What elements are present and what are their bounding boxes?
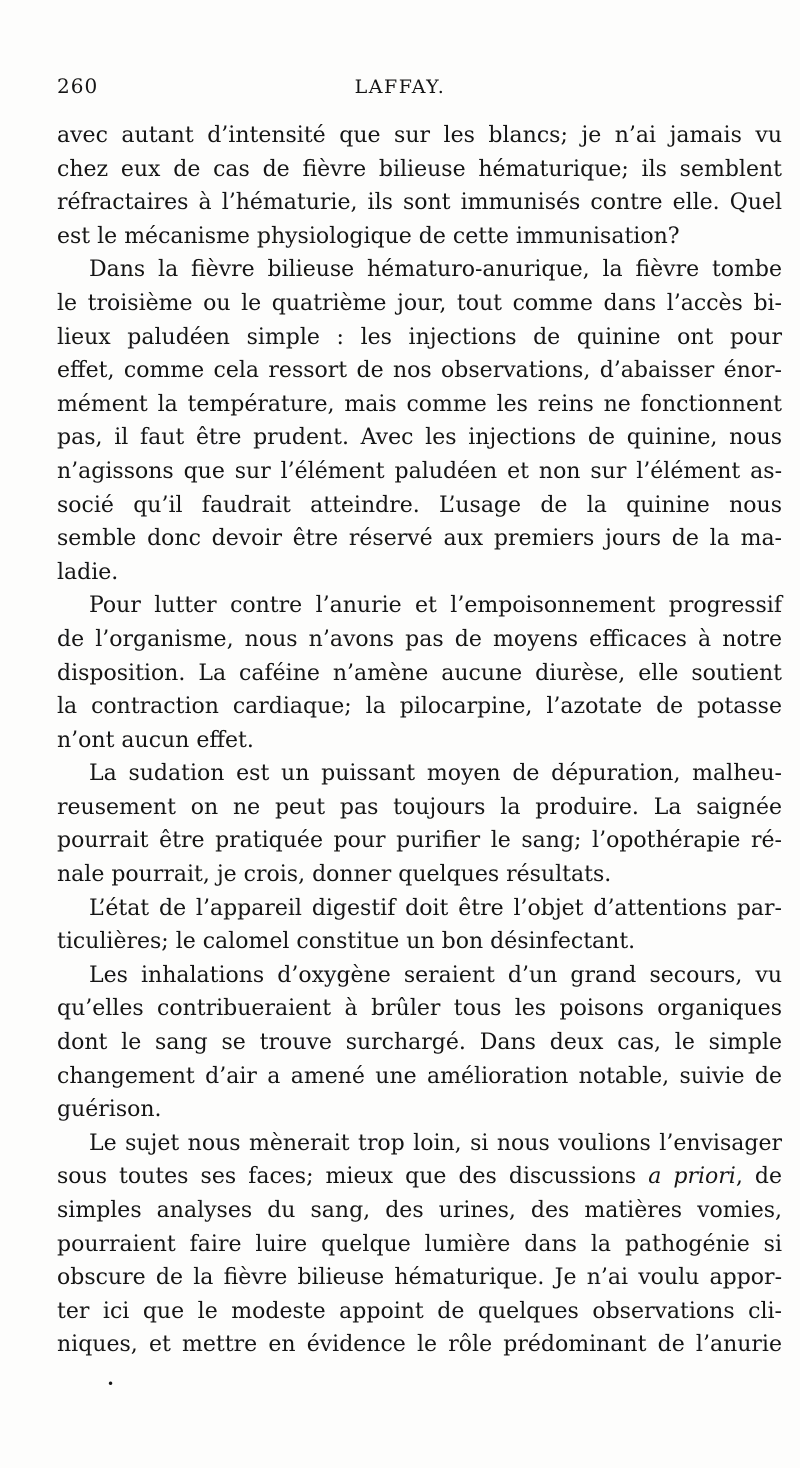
text-line: socié qu’il faudrait atteindre. L’usage de la quinine nous bbox=[57, 492, 782, 518]
text-line: Les inhalations d’oxygène seraient d’un grand secours, vu bbox=[89, 962, 782, 988]
text-line: de l’organisme, nous n’avons pas de moyens efficaces à notre bbox=[57, 626, 782, 652]
text-line: mément la température, mais comme les reins ne fonctionnent bbox=[57, 391, 782, 417]
text-line: reusement on ne peut pas toujours la produire. La saignée bbox=[57, 794, 782, 820]
italic-phrase: a priori bbox=[648, 1164, 736, 1190]
text-line: pourrait être pratiquée pour purifier le sang; l’opothérapie ré- bbox=[57, 828, 782, 854]
running-head: LAFFAY. bbox=[354, 76, 446, 98]
text-line: nale pourrait, je crois, donner quelques résultats. bbox=[57, 862, 612, 888]
text-line: L’état de l’appareil digestif doit être l’objet d’attentions par- bbox=[89, 895, 782, 921]
text-line: Pour lutter contre l’anurie et l’empoisonnement progressif bbox=[89, 593, 782, 619]
text-line: semble donc devoir être réservé aux premiers jours de la ma- bbox=[57, 526, 782, 552]
text-line: pas, il faut être prudent. Avec les injections de quinine, nous bbox=[57, 425, 782, 451]
text-line: Dans la fièvre bilieuse hématuro-anurique, la fièvre tombe bbox=[89, 257, 782, 283]
line-text-tail: , de bbox=[735, 1164, 783, 1190]
text-line: Le sujet nous mènerait trop loin, si nous voulions l’envisager bbox=[89, 1130, 782, 1156]
text-line: la contraction cardiaque; la pilocarpine, l’azotate de potasse bbox=[57, 694, 782, 720]
text-line: chez eux de cas de fièvre bilieuse hématurique; ils semblent bbox=[57, 156, 782, 182]
text-line: guérison. bbox=[57, 1097, 162, 1123]
text-line: ter ici que le modeste appoint de quelques observations cli- bbox=[57, 1298, 782, 1324]
text-line: obscure de la fièvre bilieuse hématurique. Je n’ai voulu appor- bbox=[57, 1265, 782, 1291]
text-line: disposition. La caféine n’amène aucune diurèse, elle soutient bbox=[57, 660, 782, 686]
text-line: réfractaires à l’hématurie, ils sont immunisés contre elle. Quel bbox=[57, 190, 782, 216]
text-line: effet, comme cela ressort de nos observations, d’abaisser énor- bbox=[57, 358, 782, 384]
page-number: 260 bbox=[57, 74, 99, 98]
text-line bbox=[57, 1160, 782, 1194]
text-line: n’ont aucun effet. bbox=[57, 727, 254, 753]
text-line: ladie. bbox=[57, 559, 119, 585]
text-line: qu’elles contribueraient à brûler tous les poisons organiques bbox=[57, 996, 782, 1022]
text-line: n’agissons que sur l’élément paludéen et non sur l’élément as- bbox=[57, 458, 782, 484]
text-line: La sudation est un puissant moyen de dépuration, malheu- bbox=[89, 761, 782, 787]
text-line: pourraient faire luire quelque lumière dans la pathogénie si bbox=[57, 1231, 782, 1257]
text-line: simples analyses du sang, des urines, des matières vomies, bbox=[57, 1198, 782, 1223]
line-text: sous toutes ses faces; mieux que des discussions bbox=[57, 1164, 637, 1190]
text-line: niques, et mettre en évidence le rôle prédominant de l’anurie bbox=[57, 1332, 782, 1358]
text-line: lieux paludéen simple : les injections de quinine ont pour bbox=[57, 324, 782, 350]
text-line: le troisième ou le quatrième jour, tout comme dans l’accès bi- bbox=[57, 290, 782, 316]
text-line: changement d’air a amené une amélioration notable, suivie de bbox=[57, 1063, 782, 1089]
text-line: dont le sang se trouve surchargé. Dans deux cas, le simple bbox=[57, 1030, 782, 1056]
body-text bbox=[57, 119, 782, 1362]
printer-mark: • bbox=[107, 1377, 115, 1391]
text-line: avec autant d’intensité que sur les blancs; je n’ai jamais vu bbox=[57, 123, 782, 148]
text-line: ticulières; le calomel constitue un bon désinfectant. bbox=[57, 929, 636, 955]
text-line: est le mécanisme physiologique de cette immunisation? bbox=[57, 223, 680, 249]
